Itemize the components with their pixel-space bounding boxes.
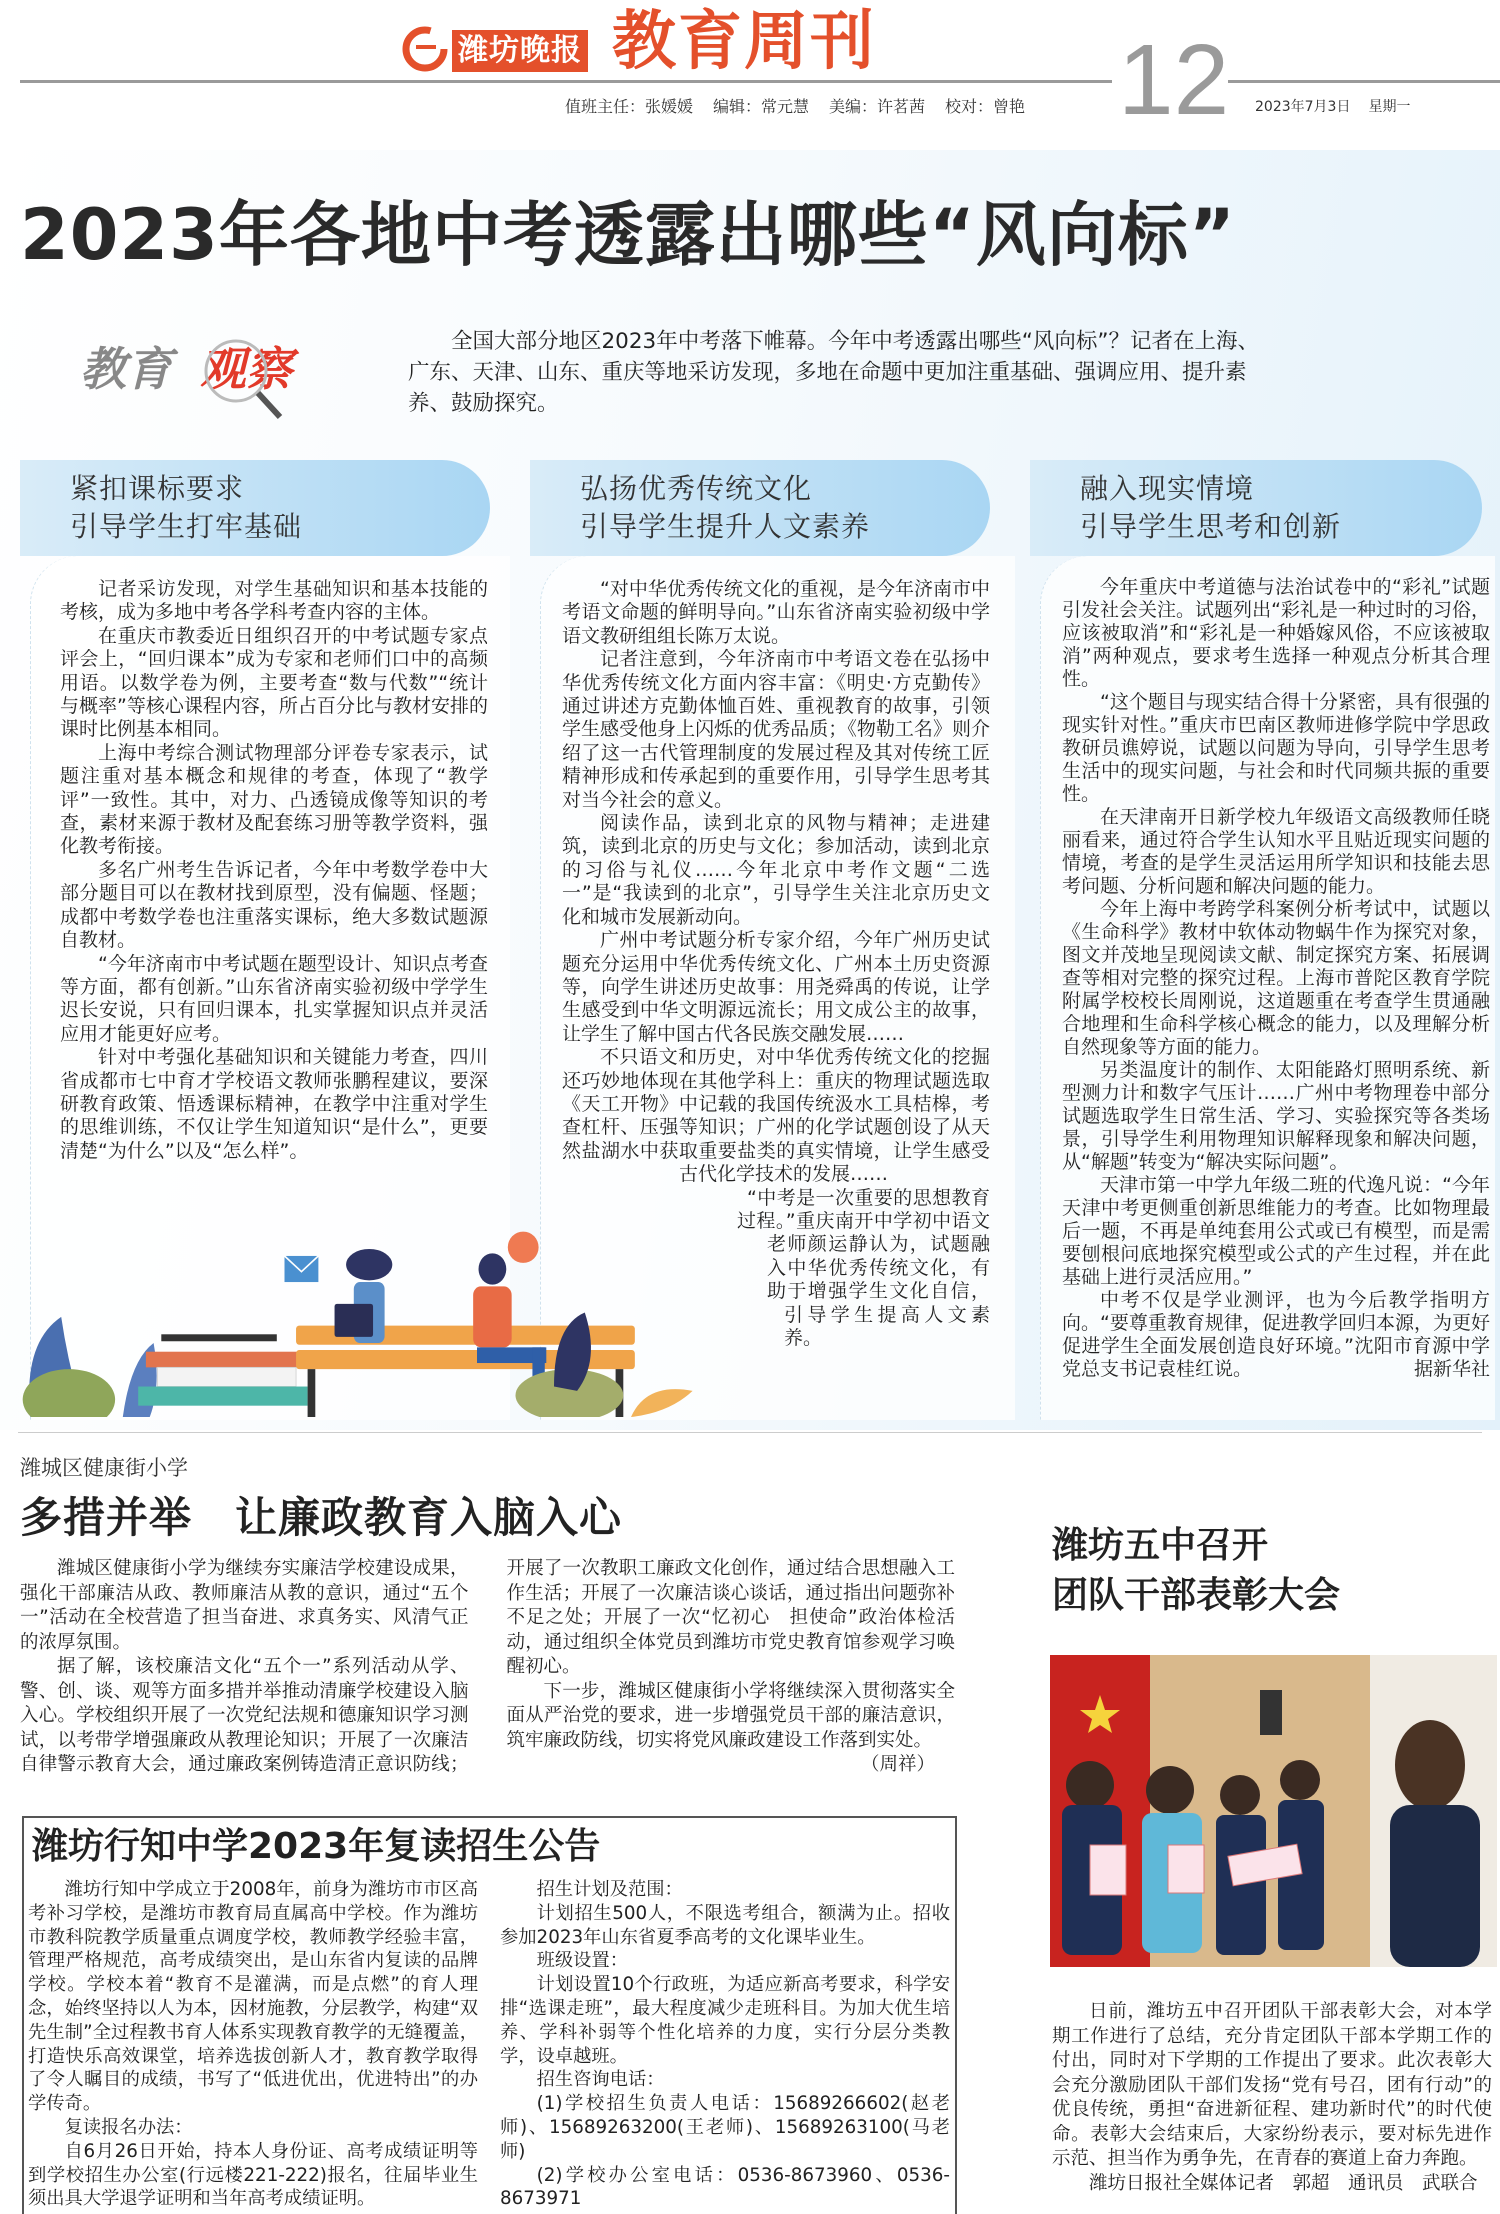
enrollment-notice — [22, 1816, 957, 2214]
feature-intro: 全国大部分地区2023年中考落下帷幕。今年中考透露出哪些“风向标”？记者在上海、广东、天津、山东、重庆等地采访发现，多地在命题中更加注重基础、强调应用、提升素养、鼓励探究。 — [408, 329, 1259, 416]
issue-weekday: 星期一 — [1368, 99, 1411, 115]
header-rule-right — [1228, 80, 1500, 83]
column-heading: 弘扬优秀传统文化 引导学生提升人文素养 — [530, 460, 990, 556]
article-headline: 潍坊五中召开 团队干部表彰大会 — [1052, 1524, 1341, 1616]
speech-bubble-icon — [508, 1232, 539, 1263]
magnifier-icon — [200, 335, 290, 420]
woman-hair — [346, 1249, 392, 1280]
byline: （周祥） — [860, 1754, 935, 1775]
newspaper-logo: 潍坊晚报 — [452, 30, 588, 72]
column-heading: 融入现实情境 引导学生思考和创新 — [1030, 460, 1482, 556]
award-ceremony-photo — [1050, 1655, 1497, 1967]
column-body: 记者采访发现，对学生基础知识和基本技能的考核，成为多地中考各学科考查内容的主体。 在重庆市教委近日组织召开的中考试题专家点评会上，“回归课本”成为专家和老师们口中的高频用语。以数学卷为例，主要考查“数与代数”“统计与概率”等核心课程内容，所占百分比与教材安排的课时比例基本相同。 上海中考综合测试物理部分评卷专家表示，试题注重对基本概念和规律的考查，体现了“教学评”一致性。其中，对力、凸透镜成像等知识的考查，素材来源于教材及配套练习册等教学资料，强化教考衔接。 多名广州考生告诉记者，今年中考数学卷中大部分题目可以在教材找到原型，没有偏题、怪题；成都中考数学卷也注重落实课标，绝大多数试题源自教材。 “今年济南市中考试题在题型设计、知识点考查等方面，都有创新。”山东省济南实验初级中学学生迟长安说，只有回归课本，扎实掌握知识点并灵活应用才能更好应考。 针对中考强化基础知识和关键能力考查，四川省成都市七中育才学校语文教师张鹏程建议，要深研教育政策、悟透课标精神，在教学中注重对学生的思维训练，不仅让学生知道知识“是什么”，更要清楚“为什么”以及“怎么样”。 — [60, 578, 488, 1162]
byline: 潍坊日报社全媒体记者 郭超 通讯员 武联合 — [1089, 2172, 1478, 2194]
article-headline: 多措并举 让廉政教育入脑入心 — [20, 1493, 623, 1542]
column-heading: 紧扣课标要求 引导学生打牢基础 — [20, 460, 490, 556]
newspaper-logo-icon — [402, 26, 448, 72]
laptop-icon — [335, 1304, 374, 1337]
man-figure — [473, 1286, 512, 1347]
notice-title: 潍坊行知中学2023年复读招生公告 — [32, 1826, 601, 1867]
column-body: “对中华优秀传统文化的重视，是今年济南市中考语文命题的鲜明导向。”山东省济南实验初级中学语文教研组组长陈万太说。 记者注意到，今年济南市中考语文卷在弘扬中华优秀传统文化方面内容丰富：《明史·方克勤传》通过讲述方克勤体恤百姓、重视教育的故事，引领学生感受他身上闪烁的优秀品质；《物勒工名》则介绍了这一古代管理制度的发展过程及其对传统工匠精神形成和传承起到的重要作用，引导学生思考其对当今社会的意义。 阅读作品，读到北京的风物与精神；走进建筑，读到北京的历史与文化；参加活动，读到北京的习俗与礼仪……今年北京中考作文题“二选一”是“我读到的北京”，引导学生关注北京历史文化和城市发展新动向。 广州中考试题分析专家介绍，今年广州历史试题充分运用中华优秀传统文化、广州本土历史资源等，向学生讲述历史故事：用尧舜禹的传说，让学生感受到中华文明源远流长；用文成公主的故事，让学生了解中国古代各民族交融发展…… 不只语文和历史，对中华优秀传统文化的挖掘还巧妙地体现在其他学科上：重庆的物理试题选取《天工开物》中记载的我国传统汲水工具桔槔，考查杠杆、压强等知识；广州的化学试题创设了从天然盐湖水中获取重要盐类的真实情境，让学生感受古代化学技术的发展…… “中考是一次重要的思想教育过程。”重庆南开中学初中语文老师颜运静认为，试题融入中华优秀传统文化，有助于增强学生文化自信，引导学生提高人文素养。 — [562, 578, 990, 1349]
credit-duty-editor: 值班主任：张媛媛 — [565, 97, 694, 116]
credit-proofreader: 校对：曾艳 — [945, 97, 1026, 116]
credit-editor: 编辑：常元慧 — [713, 97, 810, 116]
page-number: 12 — [1118, 24, 1230, 136]
feature-headline: 2023年各地中考透露出哪些“风向标” — [20, 194, 1236, 276]
issue-date: 2023年7月3日 — [1255, 99, 1351, 115]
column-real-context — [1030, 460, 1495, 1420]
byline: 据新华社 — [1413, 1358, 1490, 1380]
section-logo-education-observation: 教育 观察 — [80, 325, 340, 420]
masthead-title: 教育周刊 — [612, 5, 876, 79]
credit-art-editor: 美编：许茗茜 — [829, 97, 926, 116]
dateline — [1255, 96, 1410, 116]
editor-credits — [565, 94, 1025, 117]
article-kicker: 潍城区健康街小学 — [20, 1456, 188, 1480]
column-traditional-culture — [530, 460, 1015, 1420]
book-shape — [146, 1352, 300, 1368]
notice-body: 潍坊行知中学成立于2008年，前身为潍坊市市区高考补习学校，是潍坊市教育局直属高中学校。作为潍坊市教科院教学质量重点调度学校，教师教学经验丰富，管理严格规范，高考成绩突出，是山东省内复读的品牌学校。学校本着“教育不是灌满，而是点燃”的育人理念，始终坚持以人为本，因材施教，分层教学，构建“双先生制”全过程教书育人体系实现教育教学的无缝覆盖，打造快乐高效课堂，培养选拔创新人才，教育教学取得了令人瞩目的成绩，书写了“低进优出，优进特出”的办学传奇。 复读报名办法： 自6月26日开始，持本人身份证、高考成绩证明等到学校招生办公室(行远楼221-222)报名，往届毕业生须出具大学退学证明和当年高考成绩证明。 招生计划及范围： 计划招生500人，不限选考组合，额满为止。招收参加2023年山东省夏季高考的文化课毕业生。 班级设置： 计划设置10个行政班，为适应新高考要求，科学安排“选课走班”，最大程度减少走班科目。为加大优生培养、学科补弱等个性化培养的力度，实行分层分类教学，设卓越班。 招生咨询电话： (1)学校招生负责人电话：15689266602(赵老师)、15689263200(王老师)、15689263100(马老师) (2)学校办公室电话：0536-8673960、0536-8673971 — [28, 1879, 950, 2210]
article-body: 潍城区健康街小学为继续夯实廉洁学校建设成果，强化干部廉洁从政、教师廉洁从教的意识，通过“五个一”活动在全校营造了担当奋进、求真务实、风清气正的浓厚氛围。 据了解，该校廉洁文化“五个一”系列活动从学、警、创、谈、观等方面多措并举推动清廉学校建设入脑入心。学校组织开展了一次党纪法规和德廉知识学习测试，以考带学增强廉政从教理论知识；开展了一次廉洁自律警示教育大会，通过廉政案例铸造清正意识防线；开展了一次教职工廉政文化创作，通过结合思想融入工作生活；开展了一次廉洁谈心谈话，通过指出问题弥补不足之处；开展了一次“忆初心 担使命”政治体检活动，通过组织全体党员到潍坊市党史教育馆参观学习唤醒初心。 下一步，潍城区健康街小学将继续深入贯彻落实全面从严治党的要求，进一步增强党员干部的廉洁意识，筑牢廉政防线，切实将党风廉政建设工作落到实处。 （周祥） — [20, 1557, 955, 1797]
column-body: 今年重庆中考道德与法治试卷中的“彩礼”试题引发社会关注。试题列出“彩礼是一种过时的习俗，应该被取消”和“彩礼是一种婚嫁风俗，不应该被取消”两种观点，要求考生选择一种观点分析其合理性。 “这个题目与现实结合得十分紧密，具有很强的现实针对性。”重庆市巴南区教师进修学院中学思政教研员谯婷说，试题以问题为导向，引导学生思考生活中的现实问题，与社会和时代同频共振的重要性。 在天津南开日新学校九年级语文高级教师任晓丽看来，通过符合学生认知水平且贴近现实问题的情境，考查的是学生灵活运用所学知识和技能去思考问题、分析问题和解决问题的能力。 今年上海中考跨学科案例分析考试中，试题以《生命科学》教材中软体动物蜗牛作为探究对象，图文并茂地呈现阅读文献、制定探究方案、拓展调查等相对完整的探究过程。上海市普陀区教育学院附属学校校长周刚说，这道题重在考查学生贯通融合地理和生命科学核心概念的能力，以及理解分析自然现象等方面的能力。 另类温度计的制作、太阳能路灯照明系统、新型测力计和数字气压计……广州中考物理卷中部分试题选取学生日常生活、学习、实验探究等各类场景，引导学生利用物理知识解释现象和解决问题，从“解题”转变为“解决实际问题”。 天津市第一中学九年级二班的代逸凡说：“今年天津中考更侧重创新思维能力的考查。比如物理最后一题，不再是单纯套用公式或已有模型，而是需要刨根问底地探究模型或公式的产生过程，并在此基础上进行灵活应用。” 中考不仅是学业测评，也为今后教学指明方向。“要尊重教育规律，促进教学回归本源，为更好促进学生全面发展创造良好环境。”沈阳市育源中学党总支书记袁桂红说。 据新华社 — [1062, 576, 1490, 1380]
header-rule-left — [20, 80, 1112, 83]
man-hair — [479, 1253, 507, 1284]
article-body: 日前，潍坊五中召开团队干部表彰大会，对本学期工作进行了总结，充分肯定团队干部本学期工作的付出，同时对下学期的工作提出了要求。此次表彰大会充分激励团队干部们发扬“党有号召，团有行动”的优良传统，勇担“奋进新征程、建功新时代”的时代使命。表彰大会结束后，大家纷纷表示，要对标先进作示范、担当作为勇争先，在青春的赛道上奋力奔跑。 潍坊日报社全媒体记者 郭超 通讯员 武联合 — [1052, 2000, 1492, 2196]
